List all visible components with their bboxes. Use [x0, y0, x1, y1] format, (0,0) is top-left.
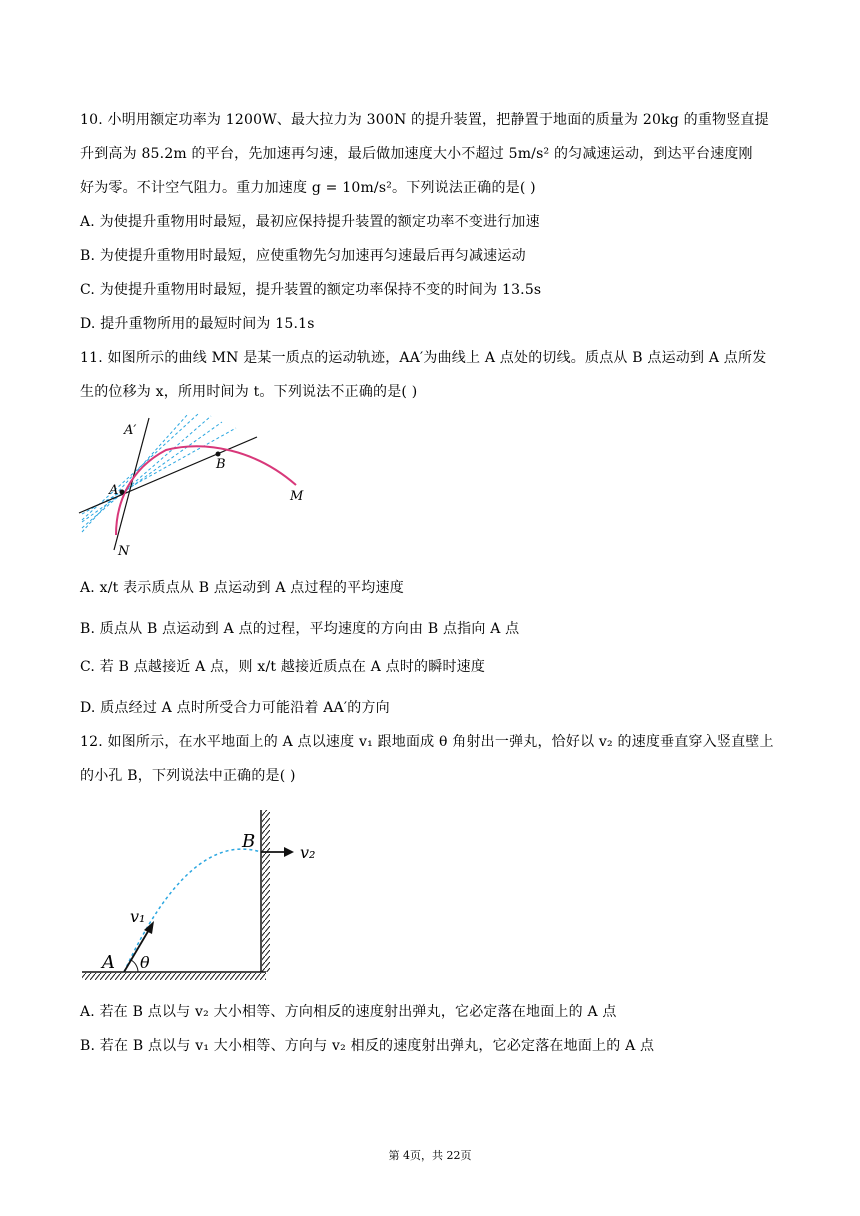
- q10-option-c: C. 为使提升重物用时最短，提升装置的额定功率保持不变的时间为 13.5s: [80, 282, 542, 298]
- q11-figure: [76, 410, 306, 560]
- q12-label-v2: v₂: [300, 843, 316, 862]
- q12-label-a: A: [102, 952, 115, 973]
- q11-stem-line2: 生的位移为 x，所用时间为 t。下列说法不正确的是( ): [80, 384, 418, 400]
- q11-option-a: A. x/t 表示质点从 B 点运动到 A 点过程的平均速度: [80, 580, 404, 596]
- q12-label-v1: v₁: [130, 907, 146, 926]
- q10-stem-line3: 好为零。不计空气阻力。重力加速度 g = 10m/s²。下列说法正确的是( ): [80, 180, 536, 196]
- q12-label-b: B: [242, 831, 256, 852]
- q12-stem-line1: 12. 如图所示，在水平地面上的 A 点以速度 v₁ 跟地面成 θ 角射出一弹丸，恰好以 v₂ 的速度垂直穿入竖直壁上: [80, 734, 774, 750]
- q11-stem-line1: 11. 如图所示的曲线 MN 是某一质点的运动轨迹，AA′为曲线上 A 点处的切线。质点从 B 点运动到 A 点所发: [80, 350, 767, 366]
- q10-option-a: A. 为使提升重物用时最短，最初应保持提升装置的额定功率不变进行加速: [80, 214, 540, 230]
- q12-option-a: A. 若在 B 点以与 v₂ 大小相等、方向相反的速度射出弹丸，它必定落在地面上的 A 点: [80, 1004, 617, 1020]
- q11-label-a-prime: A′: [124, 423, 137, 438]
- page-footer: 第 4页，共 22页: [388, 1149, 472, 1162]
- q11-label-n: N: [118, 544, 130, 559]
- q10-stem-line1: 10. 小明用额定功率为 1200W、最大拉力为 300N 的提升装置，把静置于地面的质量为 20kg 的重物竖直提: [80, 112, 769, 128]
- q11-label-a: A: [109, 483, 119, 498]
- q11-option-c: C. 若 B 点越接近 A 点，则 x/t 越接近质点在 A 点时的瞬时速度: [80, 659, 486, 675]
- q12-stem-line2: 的小孔 B，下列说法中正确的是( ): [80, 768, 296, 784]
- q11-label-b: B: [216, 457, 226, 472]
- q10-option-d: D. 提升重物所用的最短时间为 15.1s: [80, 316, 315, 332]
- q11-option-d: D. 质点经过 A 点时所受合力可能沿着 AA′的方向: [80, 700, 390, 716]
- q10-option-b: B. 为使提升重物用时最短，应使重物先匀加速再匀速最后再匀减速运动: [80, 248, 526, 264]
- q11-label-m: M: [290, 489, 304, 504]
- q12-option-b: B. 若在 B 点以与 v₁ 大小相等、方向与 v₂ 相反的速度射出弹丸，它必定落在地面上的 A 点: [80, 1038, 655, 1054]
- q11-option-b: B. 质点从 B 点运动到 A 点的过程，平均速度的方向由 B 点指向 A 点: [80, 621, 520, 637]
- q12-figure: [80, 800, 340, 990]
- q12-label-theta: θ: [140, 953, 150, 972]
- q10-stem-line2: 升到高为 85.2m 的平台，先加速再匀速，最后做加速度大小不超过 5m/s² 的匀减速运动，到达平台速度刚: [80, 146, 753, 162]
